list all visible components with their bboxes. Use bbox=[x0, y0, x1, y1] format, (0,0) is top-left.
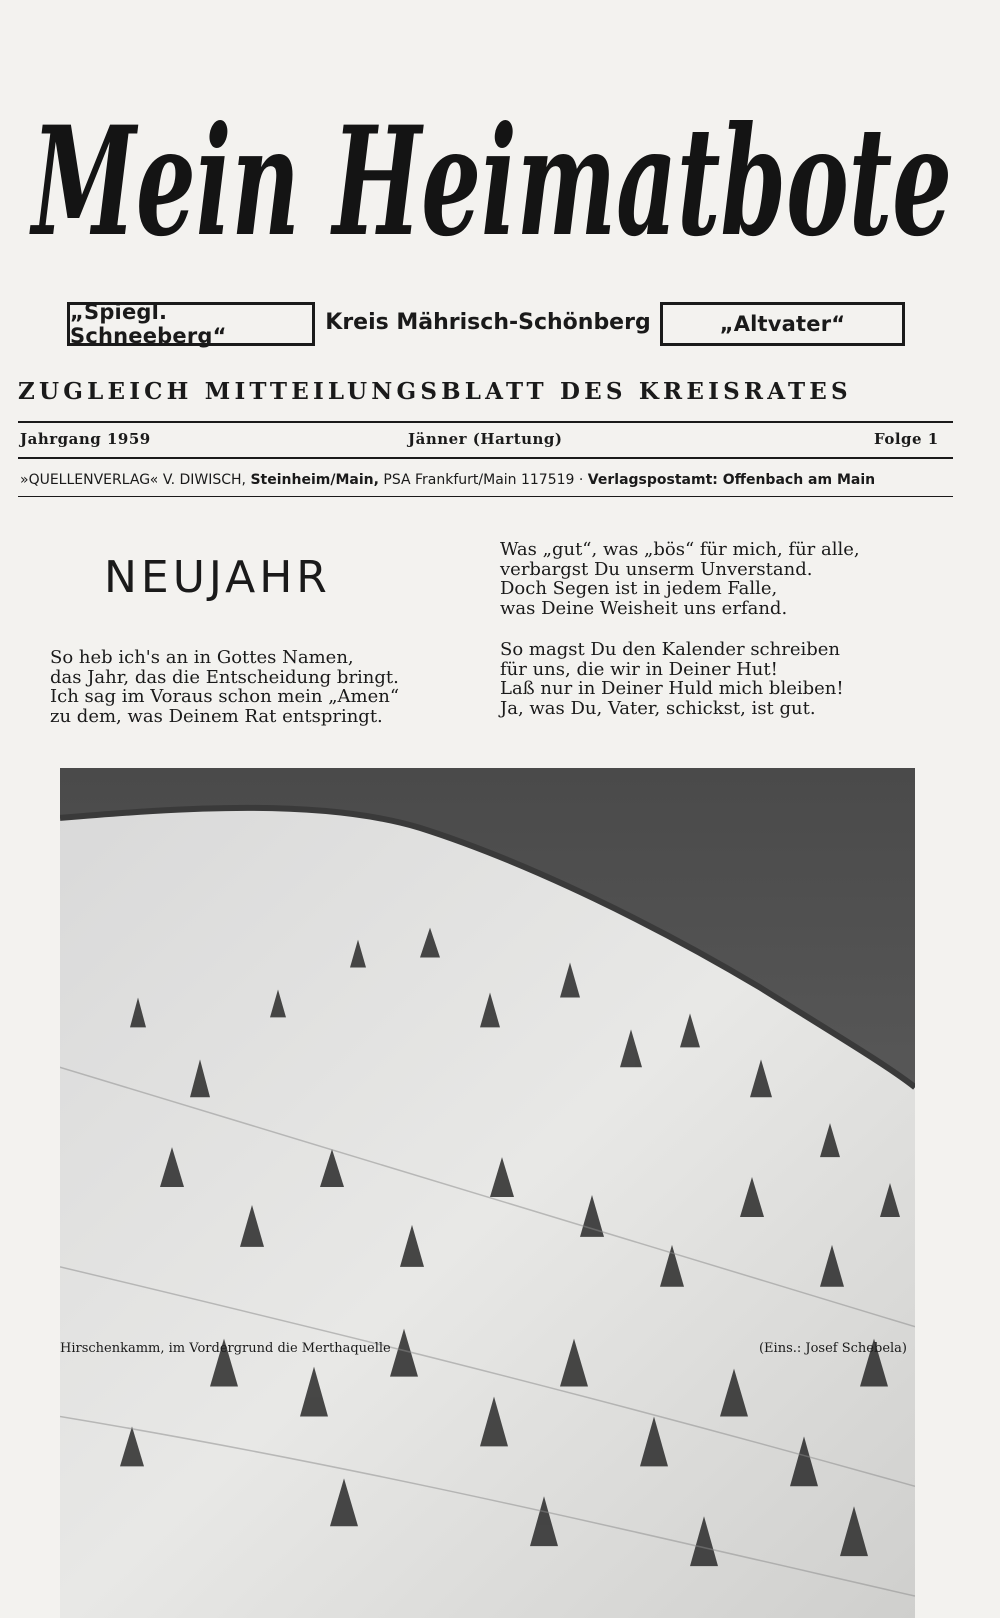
publisher-line bbox=[20, 472, 955, 488]
poem-stanza-2: Was „gut“, was „bös“ für mich, für alle, verbargst Du unserm Unverstand. Doch Segen ist in jedem Falle, was Deine Weisheit uns erfand. bbox=[500, 539, 860, 619]
poem-stanza-1: So heb ich's an in Gottes Namen, das Jahr, das die Entscheidung bringt. Ich sag im Voraus schon mein „Amen“ zu dem, was Deinem Rat entspringt. bbox=[50, 647, 400, 727]
issue-year: Jahrgang 1959 bbox=[20, 430, 151, 448]
poem-title: NEUJAHR bbox=[104, 552, 331, 603]
photo-caption: Hirschenkamm, im Vordergrund die Merthaquelle bbox=[60, 1341, 391, 1356]
publisher-postamt: Verlagspostamt: Offenbach am Main bbox=[587, 472, 876, 488]
subtitle: ZUGLEICH MITTEILUNGSBLATT DES KREISRATES bbox=[18, 378, 852, 405]
issue-number: Folge 1 bbox=[874, 430, 939, 448]
divider-bottom bbox=[18, 496, 953, 497]
region-altvater-label: „Altvater“ bbox=[719, 312, 846, 336]
district-label: Kreis Mährisch-Schönberg bbox=[325, 310, 651, 335]
poem-stanza-3: So magst Du den Kalender schreiben für uns, die wir in Deiner Hut! Laß nur in Deiner Huld mich bleiben! Ja, was Du, Vater, schickst, ist gut. bbox=[500, 639, 844, 719]
divider-top bbox=[18, 421, 953, 423]
divider-middle bbox=[18, 457, 953, 459]
region-schneeberg-label: „Spiegl. Schneeberg“ bbox=[70, 300, 227, 348]
region-box-schneeberg bbox=[67, 302, 315, 346]
issue-month: Jänner (Hartung) bbox=[408, 430, 563, 448]
mountain-photo bbox=[60, 768, 915, 1618]
region-bar bbox=[0, 302, 1000, 352]
masthead-title: Mein Heimatbote bbox=[28, 94, 953, 270]
masthead-title-logo bbox=[22, 62, 962, 292]
publisher-psa: PSA Frankfurt/Main 117519 · bbox=[383, 472, 584, 488]
snowy-mountain-image bbox=[60, 768, 915, 1618]
region-box-altvater bbox=[660, 302, 905, 346]
publisher-name: »QUELLENVERLAG« V. DIWISCH, bbox=[20, 472, 247, 488]
photo-credit: (Eins.: Josef Schebela) bbox=[758, 1341, 907, 1356]
publisher-place: Steinheim/Main, bbox=[250, 472, 379, 488]
